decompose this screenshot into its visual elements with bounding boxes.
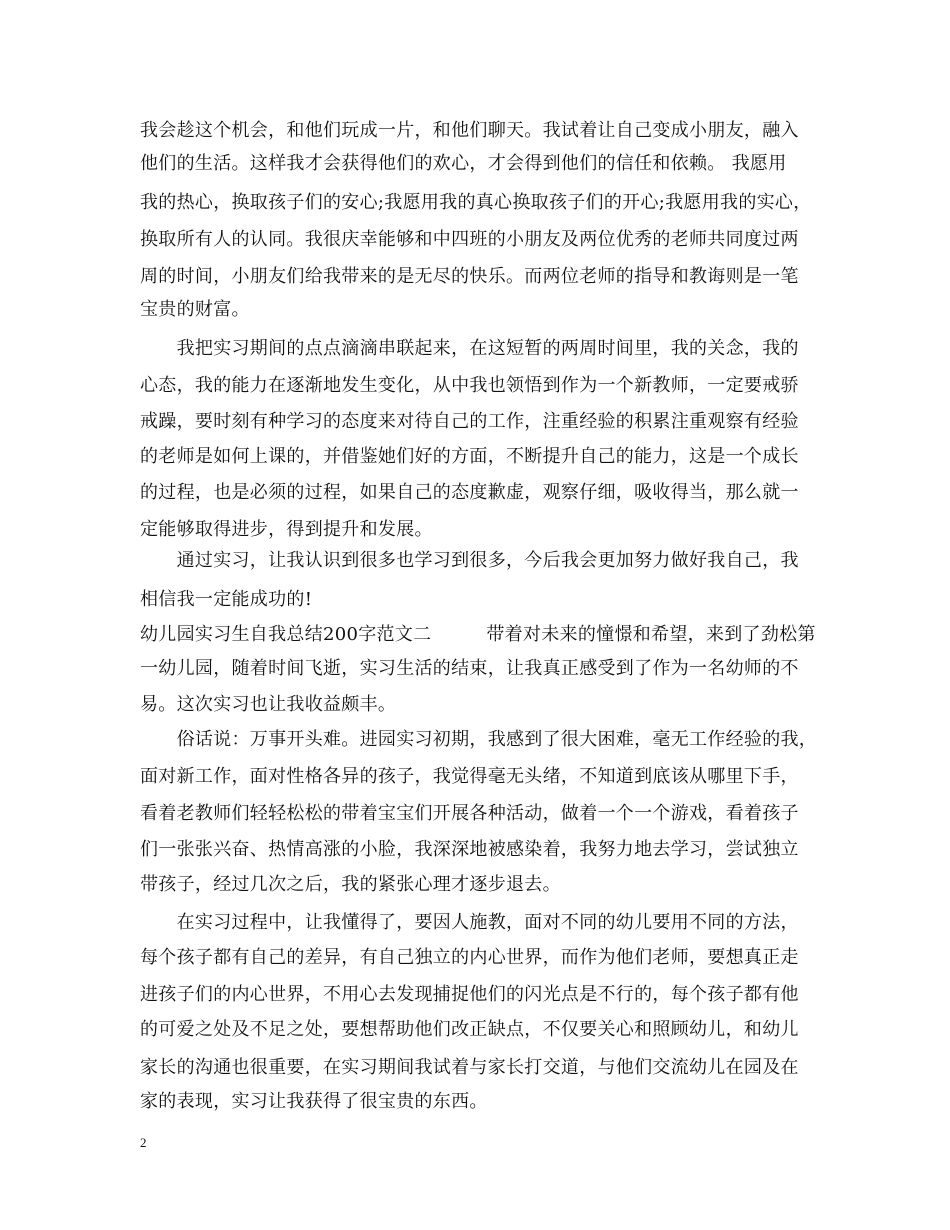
text-line: 我把实习期间的点点滴滴串联起来，在这短暂的两周时间里，我的关念，我的 bbox=[140, 338, 799, 359]
text-line: 一幼儿园，随着时间飞逝，实习生活的结束，让我真正感受到了作为一名幼师的不 bbox=[140, 658, 799, 679]
text-line: 相信我一定能成功的! bbox=[140, 589, 313, 610]
text-line: 看着老教师们轻轻松松的带着宝宝们开展各种活动，做着一个一个游戏，看着孩子 bbox=[140, 803, 799, 824]
text-line: 易。这次实习也让我收益颇丰。 bbox=[140, 694, 397, 715]
text-line: 幼儿园实习生自我总结200字范文二 带着对未来的憧憬和希望，来到了劲松第 bbox=[140, 624, 816, 645]
text-line: 的可爱之处及不足之处，要想帮助他们改正缺点，不仅要关心和照顾幼儿，和幼儿 bbox=[140, 1019, 799, 1040]
text-line: 在实习过程中，让我懂得了，要因人施教，面对不同的幼儿要用不同的方法， bbox=[140, 912, 799, 933]
text-line: 宝贵的财富。 bbox=[140, 299, 250, 320]
text-line: 他们的生活。这样我才会获得他们的欢心，才会得到他们的信任和依赖。 我愿用 bbox=[140, 153, 787, 174]
text-line: 面对新工作，面对性格各异的孩子，我觉得毫无头绪，不知道到底该从哪里下手， bbox=[140, 766, 799, 787]
text-line: 进孩子们的内心世界，不用心去发现捕捉他们的闪光点是不行的，每个孩子都有他 bbox=[140, 984, 799, 1005]
text-line: 俗话说：万事开头难。进园实习初期，我感到了很大困难，毫无工作经验的我， bbox=[140, 729, 818, 750]
text-line: 心态，我的能力在逐渐地发生变化，从中我也领悟到作为一个新教师，一定要戒骄 bbox=[140, 375, 799, 396]
text-line: 家的表现，实习让我获得了很宝贵的东西。 bbox=[140, 1091, 488, 1112]
text-line: 定能够取得进步，得到提升和发展。 bbox=[140, 519, 433, 540]
text-line: 我会趁这个机会，和他们玩成一片，和他们聊天。我试着让自己变成小朋友，融入 bbox=[140, 120, 799, 141]
text-line: 带孩子，经过几次之后，我的紧张心理才逐步退去。 bbox=[140, 874, 561, 895]
text-line: 换取所有人的认同。我很庆幸能够和中四班的小朋友及两位优秀的老师共同度过两 bbox=[140, 229, 799, 250]
text-line: 我的热心，换取孩子们的安心;我愿用我的真心换取孩子们的开心;我愿用我的实心， bbox=[140, 192, 812, 213]
text-line: 通过实习，让我认识到很多也学习到很多，今后我会更加努力做好我自己，我 bbox=[140, 550, 799, 571]
text-line: 的老师是如何上课的，并借鉴她们好的方面，不断提升自己的能力，这是一个成长 bbox=[140, 446, 799, 467]
text-line: 周的时间，小朋友们给我带来的是无尽的快乐。而两位老师的指导和教诲则是一笔 bbox=[140, 266, 799, 287]
text-line: 的过程，也是必须的过程，如果自己的态度歉虚，观察仔细，吸收得当，那么就一 bbox=[140, 482, 799, 503]
text-line: 戒躁，要时刻有种学习的态度来对待自己的工作，注重经验的积累注重观察有经验 bbox=[140, 411, 799, 432]
text-line: 们一张张兴奋、热情高涨的小脸，我深深地被感染着，我努力地去学习，尝试独立 bbox=[140, 839, 799, 860]
text-line: 每个孩子都有自己的差异，有自己独立的内心世界，而作为他们老师，要想真正走 bbox=[140, 947, 799, 968]
text-line: 家长的沟通也很重要，在实习期间我试着与家长打交道，与他们交流幼儿在园及在 bbox=[140, 1057, 799, 1078]
page-number: 2 bbox=[140, 1135, 147, 1150]
